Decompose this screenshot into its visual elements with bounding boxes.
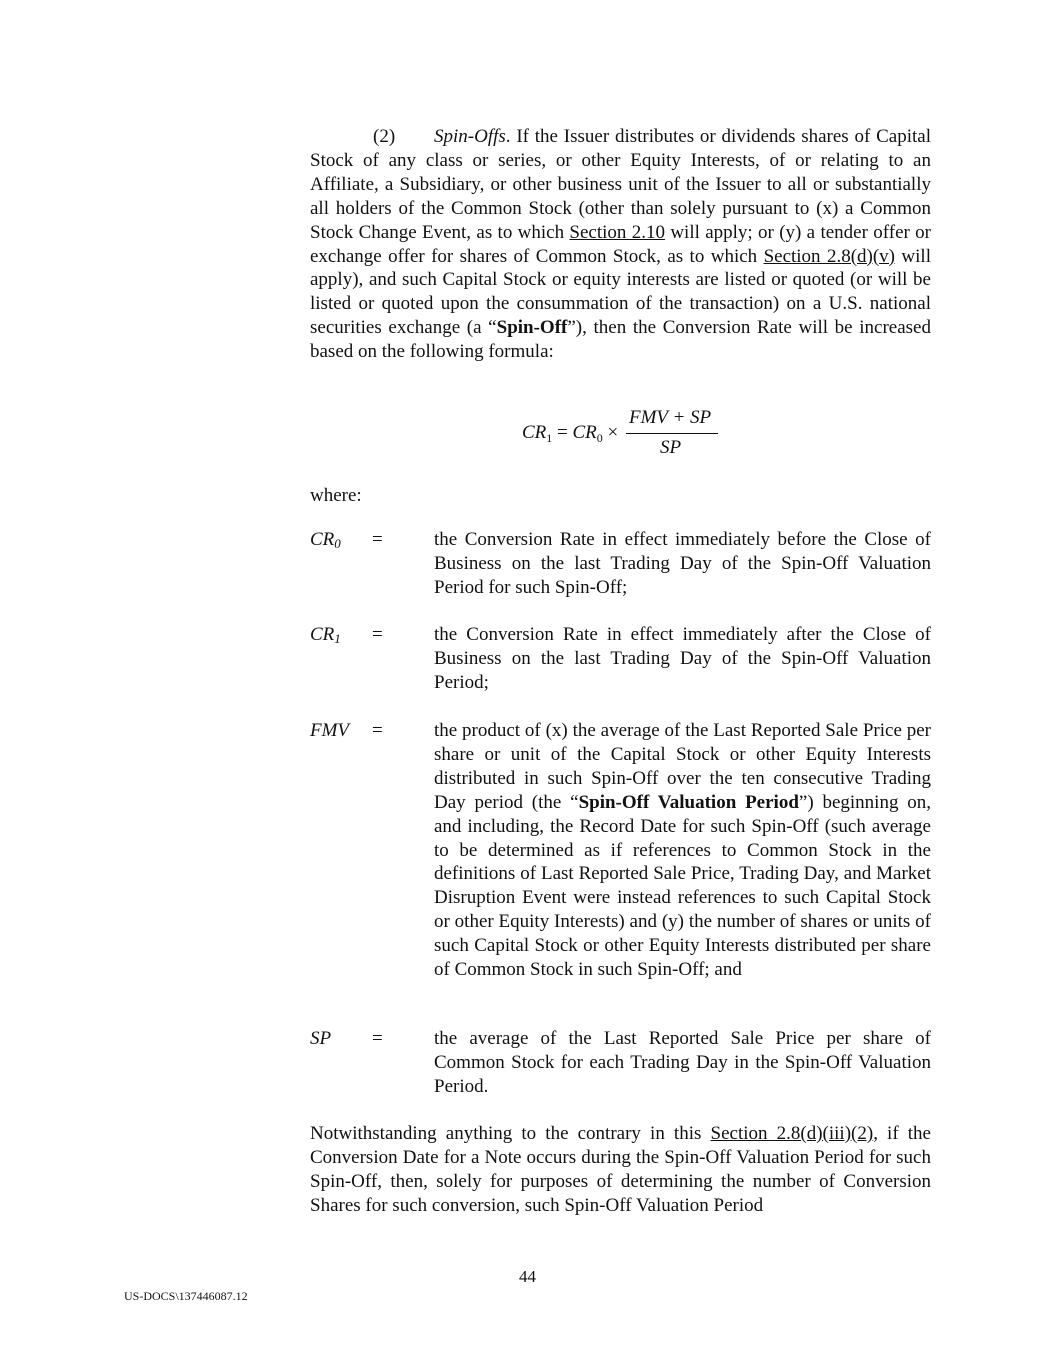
section-reference-link[interactable]: Section 2.8(d)(iii)(2) — [710, 1123, 874, 1144]
paragraph-text: , if the Conversion Date for a Note occurs during the Spin-Off Valuation Period for such Spin-Off, then, solely for purposes of determining the number of Conversion Shares for such conversion, such Spin-Off Valuation Period — [310, 1123, 931, 1216]
formula-numerator: FMV + SP — [629, 407, 712, 428]
definition-term: CR0 — [310, 529, 341, 551]
definition-term: FMV — [310, 720, 350, 741]
definition-cr0 — [310, 528, 931, 600]
definition-equals: = — [372, 529, 383, 550]
page-number: 44 — [519, 1267, 536, 1286]
section-reference-link[interactable]: Section 2.10 — [569, 221, 665, 243]
definition-text: the Conversion Rate in effect immediately before the Close of Business on the last Trading Day of the Spin-Off Valuation Period for such Spin-Off; — [434, 529, 931, 598]
definition-equals: = — [372, 720, 383, 741]
definition-text: the average of the Last Reported Sale Price per share of Common Stock for each Trading Day in the Spin-Off Valuation Period. — [434, 1028, 931, 1097]
definition-equals: = — [372, 1028, 383, 1049]
where-label: where: — [310, 485, 362, 506]
definition-term: SP — [310, 1028, 332, 1049]
document-id: US-DOCS\137446087.12 — [124, 1289, 248, 1303]
formula-times: × — [607, 422, 619, 443]
formula-equals: = — [557, 422, 568, 443]
defined-term: Spin-Off Valuation Period — [578, 791, 799, 813]
defined-term: Spin-Off — [496, 317, 568, 339]
paragraph-text: will apply; or (y) a tender offer or exchange offer for shares of Common Stock, as to which — [310, 221, 931, 267]
definition-fmv — [310, 719, 931, 982]
clause-heading: Spin-Offs — [434, 126, 506, 147]
notwithstanding-paragraph — [310, 1122, 931, 1218]
clause-number: (2) — [373, 126, 396, 147]
formula-sub1: 1 — [546, 431, 553, 445]
paragraph-text: . If the Issuer distributes or dividends shares of Capital Stock of any class or series, or other Equity Interests, of or relating to an Affiliate, a Subsidiary, or other business unit of the Issuer to all or substantially all holders of the Common Stock (other than solely pursuant to (x) a Common Stock Change Event, as to which — [310, 126, 931, 243]
definition-text: the Conversion Rate in effect immediately after the Close of Business on the last Trading Day of the Spin-Off Valuation Period; — [434, 624, 931, 693]
definition-cr1 — [310, 623, 931, 695]
paragraph-text: will apply), and such Capital Stock or equity interests are listed or quoted (or will be listed or quoted upon the consummation of the transaction) on a U.S. national securities exchange (a “ — [310, 245, 931, 339]
definition-term: CR1 — [310, 624, 341, 646]
formula-cr1: CR — [522, 422, 547, 443]
definition-equals: = — [372, 624, 383, 645]
spin-off-paragraph — [310, 125, 931, 364]
formula-lhs — [522, 422, 618, 444]
section-reference-link[interactable]: Section 2.8(d)(v) — [763, 245, 896, 267]
conversion-rate-formula — [522, 406, 722, 466]
formula-sub0: 0 — [596, 431, 603, 445]
fraction-bar — [626, 433, 718, 434]
definition-sp — [310, 1027, 931, 1099]
formula-cr0: CR — [572, 422, 597, 443]
paragraph-text: Notwithstanding anything to the contrary in this — [310, 1123, 711, 1144]
formula-denominator: SP — [660, 437, 682, 458]
paragraph-text: ”), then the Conversion Rate will be increased based on the following formula: — [310, 317, 931, 363]
definition-text: the product of (x) the average of the Last Reported Sale Price per share or unit of the Capital Stock or other Equity Interests distributed in such Spin-Off over the ten consecutive Trading Day period (the “Spin-Off Valuation Period”) beginning on, and including, the Record Date for such Spin-Off (such average to be determined as if references to Common Stock in the definitions of Last Reported Sale Price, Trading Day, and Market Disruption Event were instead references to such Capital Stock or other Equity Interests) and (y) the number of shares or units of such Capital Stock or other Equity Interests distributed per share of Common Stock in such Spin-Off; and — [434, 720, 931, 981]
